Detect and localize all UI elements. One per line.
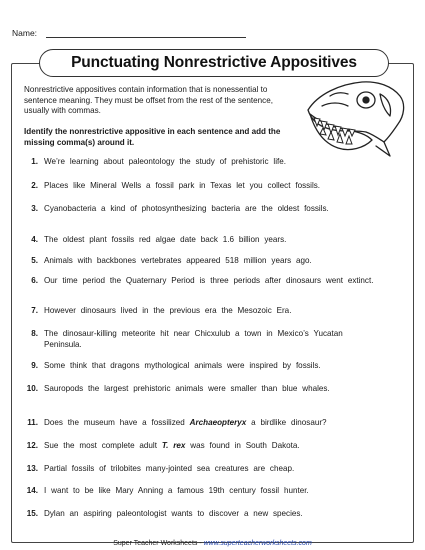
page-title: Punctuating Nonrestrictive Appositives <box>71 54 357 71</box>
list-item <box>24 463 404 474</box>
item-number: 2. <box>31 181 38 190</box>
item-number: 11. <box>27 418 38 427</box>
item-number: 5. <box>31 256 38 265</box>
item-text: Dylan an aspiring paleontologist wants to discover a new species. <box>44 509 303 518</box>
item-text <box>44 417 404 428</box>
item-text: Animals with backbones vertebrates appeared 518 million years ago. <box>44 256 312 265</box>
item-number: 12. <box>26 441 38 450</box>
item-text: Our time period the Quaternary Period is three periods after dinosaurs went extinct. <box>44 276 374 285</box>
item-text: Sauropods the largest prehistoric animals were smaller than blue whales. <box>44 384 330 393</box>
list-item <box>24 180 404 191</box>
item-text: I want to be like Mary Anning a famous 19th century fossil hunter. <box>44 486 309 495</box>
item-text-start: Does the museum have a fossilized <box>44 418 190 427</box>
item-text <box>44 440 404 451</box>
item-text: However dinosaurs lived in the previous era the Mesozoic Era. <box>44 306 292 315</box>
list-item <box>24 508 404 519</box>
list-item <box>24 255 404 266</box>
item-text-end: was found in South Dakota. <box>185 441 300 450</box>
footer-brand: Super Teacher Worksheets - <box>113 540 204 547</box>
item-number: 13. <box>26 464 38 473</box>
item-text: Partial fossils of trilobites many-jointed sea creatures are cheap. <box>44 464 295 473</box>
list-item <box>24 275 404 286</box>
directions-text: Identify the nonrestrictive appositive in each sentence and add the missing comma(s) around it. <box>24 127 281 147</box>
list-item <box>24 234 404 245</box>
item-number: 10. <box>26 384 38 393</box>
list-item <box>24 203 404 214</box>
list-item <box>24 305 404 316</box>
name-label: Name: <box>12 28 38 38</box>
intro-text: Nonrestrictive appositives contain information that is nonessential to sentence meaning. They must be offset from the rest of the sentence, usually with commas. <box>24 85 273 116</box>
item-text: Cyanobacteria a kind of photosynthesizing bacteria are the oldest fossils. <box>44 204 329 213</box>
item-text-start: Sue the most complete adult <box>44 441 162 450</box>
list-item <box>24 156 404 167</box>
list-item <box>24 328 404 351</box>
item-text: Places like Mineral Wells a fossil park in Texas let you collect fossils. <box>44 181 321 190</box>
list-item <box>24 440 404 451</box>
list-item <box>24 485 404 496</box>
item-number: 15. <box>26 509 38 518</box>
item-number: 9. <box>31 361 38 370</box>
item-text: The oldest plant fossils red algae date back 1.6 billion years. <box>44 235 287 244</box>
footer-link[interactable]: www.superteacherworksheets.com <box>203 540 312 547</box>
item-number: 6. <box>31 276 38 285</box>
item-number: 4. <box>31 235 38 244</box>
item-text: Some think that dragons mythological animals were inspired by fossils. <box>44 361 321 370</box>
footer <box>0 540 425 547</box>
item-text: The dinosaur-killing meteorite hit near Chicxulub a town in Mexico’s Yucatan Peninsula. <box>44 329 343 350</box>
item-number: 8. <box>31 329 38 338</box>
list-item <box>24 383 404 394</box>
item-text: We’re learning about paleontology the study of prehistoric life. <box>44 157 287 166</box>
item-number: 3. <box>31 204 38 213</box>
item-emphasis: T. rex <box>161 441 186 450</box>
item-number: 1. <box>31 157 38 166</box>
list-item <box>24 417 404 428</box>
item-number: 7. <box>31 306 38 315</box>
item-text-end: a birdlike dinosaur? <box>246 418 327 427</box>
list-item <box>24 360 404 371</box>
item-emphasis: Archaeopteryx <box>189 418 247 427</box>
name-line <box>46 37 246 38</box>
item-number: 14. <box>26 486 38 495</box>
dinosaur-skull-icon <box>300 72 408 162</box>
